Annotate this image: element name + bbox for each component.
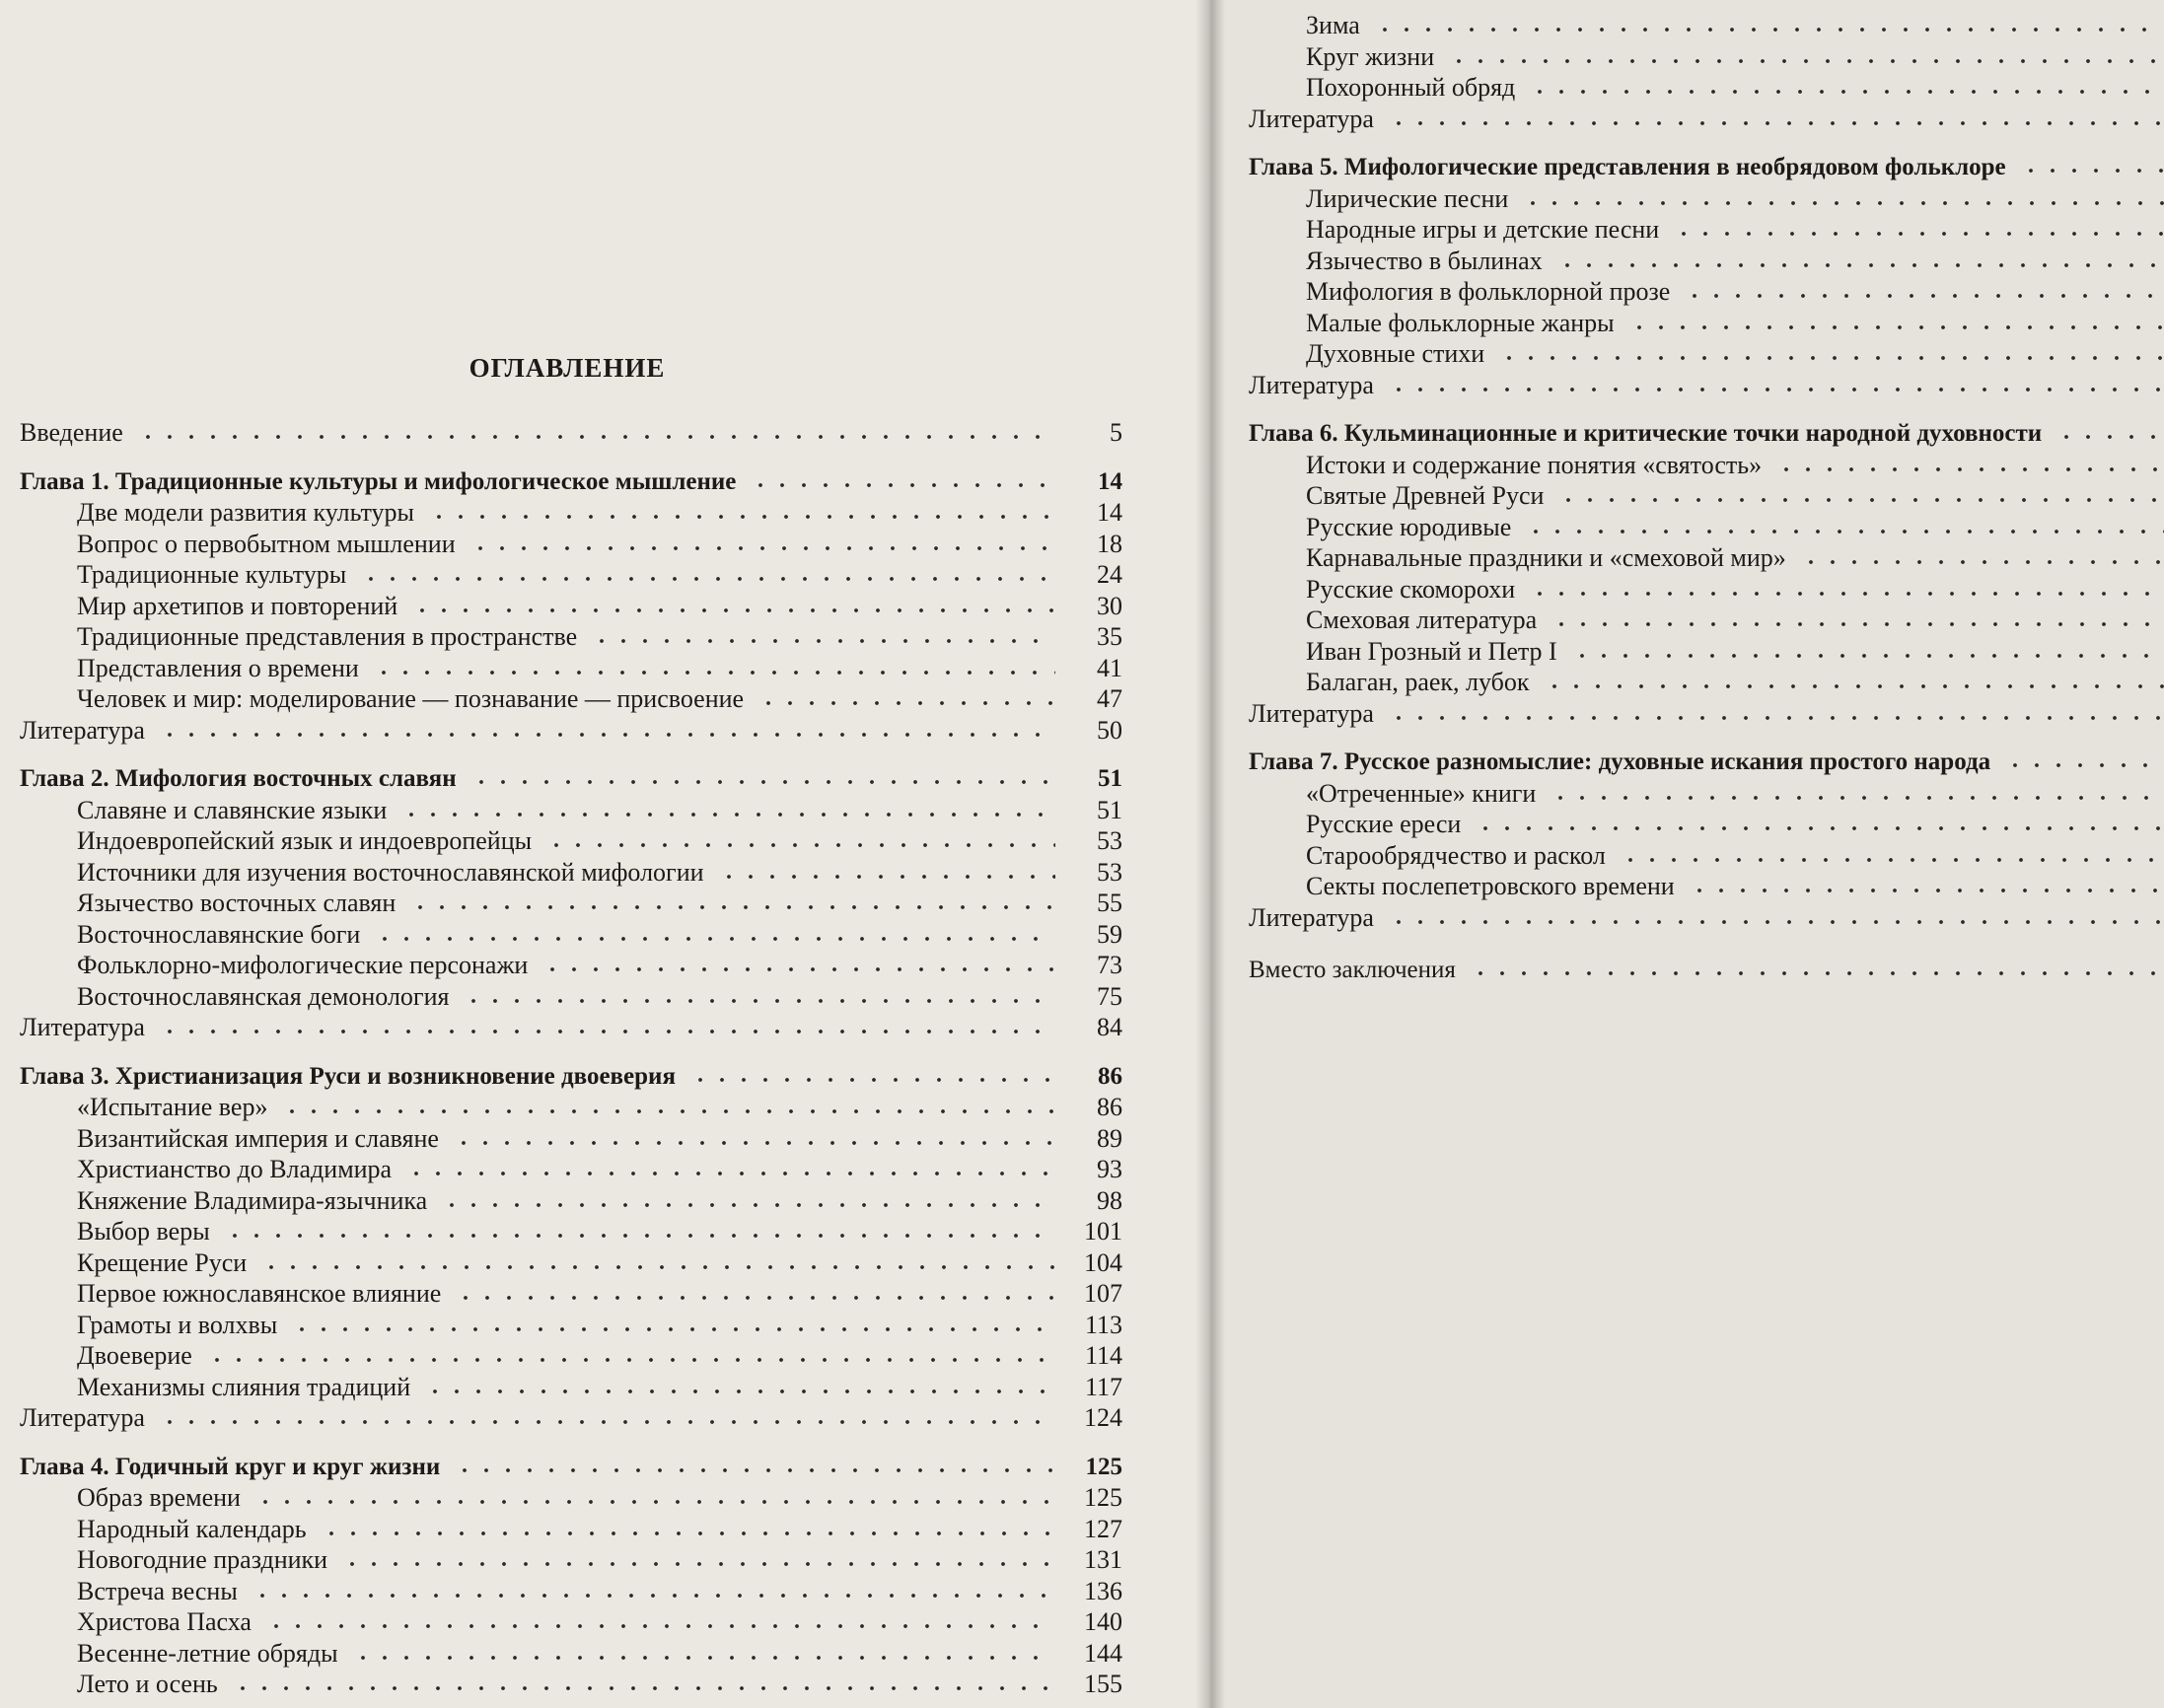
dot-leader [545, 841, 1055, 849]
toc-entry-title: Грамоты и волхвы [77, 1310, 278, 1339]
toc-entry-title: Русские юродивые [1306, 512, 1512, 541]
dot-leader [159, 731, 1055, 739]
dot-leader [321, 1530, 1055, 1537]
dot-leader [2004, 761, 2164, 769]
toc-right-list [1249, 10, 2164, 986]
dot-leader [411, 606, 1055, 614]
toc-page-number: 98 [1097, 1185, 1122, 1215]
toc-entry [20, 857, 1122, 889]
dot-leader [1448, 57, 2164, 65]
dot-leader [1470, 969, 2164, 977]
toc-entry-title: Смеховая литература [1306, 605, 1538, 634]
toc-title: ОГЛАВЛЕНИЕ [469, 353, 666, 383]
toc-entry-title: Мир архетипов и повторений [77, 591, 398, 620]
toc-page-number: 86 [1098, 1062, 1122, 1090]
toc-entry [20, 1092, 1122, 1123]
toc-entry [20, 1216, 1122, 1247]
toc-page-number: 84 [1097, 1013, 1122, 1041]
toc-entry-title: Секты послепетровского времени [1306, 872, 1675, 900]
toc-page-number: 124 [1084, 1403, 1122, 1432]
dot-leader [1388, 714, 2164, 722]
toc-entry-title: Вопрос о первобытном мышлении [77, 529, 456, 558]
dot-leader [2020, 167, 2164, 175]
toc-entry-title: Карнавальные праздники и «смеховой мир» [1306, 543, 1786, 572]
dot-leader [453, 1139, 1055, 1147]
toc-entry-title: Глава 4. Годичный круг и круг жизни [20, 1453, 441, 1480]
dot-leader [1388, 918, 2164, 926]
toc-page-number: 53 [1097, 857, 1122, 887]
toc-entry-title: Введение [20, 418, 123, 447]
toc-entry-title: Выбор веры [77, 1217, 210, 1245]
dot-leader [224, 1232, 1055, 1240]
toc-entry-title: Круг жизни [1306, 41, 1435, 71]
toc-entry-title: Вместо заключения [1249, 957, 1456, 983]
toc-entry [20, 888, 1122, 919]
toc-page-number: 47 [1097, 684, 1122, 713]
toc-page-number: 125 [1084, 1483, 1122, 1512]
toc-entry-title: Крещение Руси [77, 1247, 248, 1277]
toc-page-number: 35 [1097, 622, 1122, 651]
toc-page-number: 86 [1097, 1093, 1122, 1121]
dot-leader [441, 1201, 1055, 1209]
toc-entry-title: Язычество восточных славян [77, 889, 397, 917]
dot-leader [291, 1325, 1055, 1333]
toc-entry [20, 1576, 1122, 1607]
dot-leader [341, 1560, 1055, 1568]
toc-page-number: 117 [1084, 1372, 1122, 1401]
toc-entry [20, 653, 1122, 684]
toc-entry-title: Двоеверие [77, 1341, 192, 1370]
dot-leader [1550, 794, 2164, 802]
toc-entry [20, 1606, 1122, 1638]
toc-entry-title: Христова Пасха [77, 1607, 252, 1636]
toc-literature [1249, 370, 2164, 401]
toc-entry-title: Византийская империя и славяне [77, 1123, 439, 1153]
toc-entry [1249, 10, 2164, 41]
toc-entry-title: Литература [1249, 698, 1374, 728]
toc-page-number: 73 [1097, 951, 1122, 979]
dot-leader [254, 1498, 1055, 1506]
toc-chapter [1249, 955, 2164, 986]
dot-leader [424, 1388, 1055, 1395]
toc-entry [20, 1372, 1122, 1403]
toc-entry [1249, 512, 2164, 543]
toc-entry-title: Мифология в фольклорной прозе [1306, 277, 1671, 306]
toc-entry-title: Глава 5. Мифологические представления в необрядовом фольклоре [1249, 154, 2006, 180]
toc-entry-title: Старообрядчество и раскол [1306, 840, 1606, 870]
toc-chapter [20, 466, 1122, 498]
toc-page-number: 41 [1097, 653, 1122, 682]
toc-entry-title: Представления о времени [77, 653, 359, 682]
dot-leader [1620, 856, 2164, 864]
toc-entry [20, 981, 1122, 1013]
dot-leader [281, 1107, 1055, 1115]
toc-entry [1249, 72, 2164, 104]
toc-entry-title: Христианство до Владимира [77, 1155, 393, 1183]
dot-leader [260, 1263, 1055, 1271]
dot-leader [409, 903, 1055, 911]
toc-entry-title: Весенне-летние обряды [77, 1638, 338, 1668]
toc-entry-title: Княжение Владимира-язычника [77, 1185, 428, 1215]
dot-leader [1388, 119, 2164, 127]
toc-entry-title: Индоевропейский язык и индоевропейцы [77, 826, 533, 855]
dot-leader [757, 699, 1055, 707]
toc-entry [20, 1638, 1122, 1670]
toc-page-number: 93 [1097, 1155, 1122, 1183]
toc-entry-title: Литература [20, 715, 145, 745]
toc-entry [20, 1185, 1122, 1217]
toc-page-number: 14 [1097, 498, 1122, 527]
dot-leader [1571, 652, 2164, 660]
toc-entry-title: Литература [20, 1403, 145, 1432]
toc-entry-title: Образ времени [77, 1483, 241, 1512]
toc-entry [20, 1154, 1122, 1185]
toc-entry-title: Духовные стихи [1306, 339, 1485, 368]
dot-leader [541, 965, 1055, 973]
dot-leader [159, 1028, 1055, 1035]
toc-literature [1249, 902, 2164, 934]
toc-entry-title: Святые Древней Руси [1306, 481, 1545, 510]
toc-entry [1249, 809, 2164, 840]
toc-page-number: 51 [1097, 795, 1122, 824]
dot-leader [1522, 199, 2164, 207]
toc-entry-title: Иван Грозный и Петр I [1306, 636, 1557, 666]
toc-literature [1249, 698, 2164, 730]
toc-page-number: 59 [1097, 919, 1122, 949]
dot-leader [400, 811, 1055, 818]
toc-entry-title: Глава 6. Кульминационные и критические точки народной духовности [1249, 420, 2043, 447]
toc-entry-title: Восточнославянские боги [77, 919, 361, 949]
toc-entry [1249, 574, 2164, 605]
dot-leader [374, 935, 1055, 943]
dot-leader [1529, 590, 2164, 598]
toc-entry-title: Глава 7. Русское разномыслие: духовные искания простого народа [1249, 748, 1991, 775]
dot-leader [1551, 620, 2164, 628]
toc-entry [20, 795, 1122, 826]
toc-entry-title: Лирические песни [1306, 183, 1509, 213]
toc-page-number: 136 [1084, 1576, 1122, 1605]
toc-entry [1249, 542, 2164, 574]
dot-leader [470, 778, 1055, 786]
toc-entry-title: Источники для изучения восточнославянской мифологии [77, 857, 704, 887]
toc-entry [20, 497, 1122, 529]
toc-page-number: 18 [1097, 529, 1122, 558]
toc-page-number: 140 [1084, 1607, 1122, 1636]
toc-entry-title: Литература [1249, 902, 1374, 932]
toc-literature [20, 715, 1122, 747]
toc-entry-title: Глава 2. Мифология восточных славян [20, 765, 457, 792]
toc-page-number: 114 [1084, 1341, 1122, 1370]
toc-entry-title: Язычество в былинах [1306, 246, 1543, 275]
toc-entry [1249, 636, 2164, 668]
toc-entry-title: Две модели развития культуры [77, 498, 414, 527]
toc-page-number: 101 [1084, 1217, 1122, 1245]
toc-page-number: 113 [1084, 1310, 1122, 1339]
toc-entry-title: Человек и мир: моделирование — познавание — присвоение [77, 684, 745, 713]
toc-entry [20, 417, 1122, 449]
dot-leader [206, 1356, 1055, 1364]
toc-entry-title: Народные игры и детские песни [1306, 215, 1660, 244]
dot-leader [1673, 230, 2164, 238]
toc-entry-title: Литература [20, 1013, 145, 1041]
dot-leader [469, 544, 1055, 552]
toc-entry [20, 950, 1122, 981]
toc-page-number: 144 [1084, 1638, 1122, 1668]
toc-entry-title: «Отреченные» книги [1306, 778, 1537, 808]
toc-entry [1249, 246, 2164, 277]
toc-entry-title: Малые фольклорные жанры [1306, 308, 1615, 337]
toc-entry [20, 1544, 1122, 1576]
toc-entry-title: Глава 1. Традиционные культуры и мифологическое мышление [20, 467, 737, 495]
dot-leader [1498, 354, 2164, 362]
toc-page-number: 24 [1097, 560, 1122, 589]
toc-entry [1249, 338, 2164, 370]
toc-chapter [20, 1452, 1122, 1483]
toc-page-number: 51 [1098, 765, 1122, 792]
toc-entry [1249, 41, 2164, 73]
right-page [1209, 0, 2164, 1708]
toc-page-number: 5 [1110, 418, 1122, 447]
toc-entry-title: Зима [1306, 11, 1360, 39]
toc-chapter [20, 1061, 1122, 1093]
toc-entry-title: «Испытание вер» [77, 1093, 268, 1121]
toc-entry-title: Традиционные представления в пространстве [77, 622, 578, 651]
toc-entry [20, 919, 1122, 951]
dot-leader [352, 1654, 1055, 1662]
dot-leader [718, 873, 1055, 881]
dot-leader [1388, 386, 2164, 393]
toc-entry [1249, 840, 2164, 872]
dot-leader [373, 669, 1055, 676]
toc-page-number: 104 [1084, 1247, 1122, 1277]
dot-leader [159, 1418, 1055, 1426]
toc-literature [20, 1012, 1122, 1043]
toc-entry [20, 1247, 1122, 1279]
dot-leader [137, 433, 1055, 441]
dot-leader [360, 575, 1055, 583]
toc-entry-title: Русские ереси [1306, 810, 1462, 838]
toc-entry [1249, 308, 2164, 339]
dot-leader [1800, 558, 2164, 566]
toc-entry [20, 559, 1122, 591]
dot-leader [428, 513, 1055, 521]
toc-entry-title: Балаган, раек, лубок [1306, 668, 1530, 696]
toc-entry-title: Механизмы слияния традиций [77, 1372, 411, 1401]
toc-entry [20, 1123, 1122, 1155]
dot-leader [232, 1684, 1055, 1692]
dot-leader [2056, 433, 2164, 441]
toc-entry [20, 1669, 1122, 1700]
toc-entry [20, 621, 1122, 653]
toc-page-number: 55 [1097, 889, 1122, 917]
toc-entry [1249, 450, 2164, 481]
toc-entry-title: Лето и осень [77, 1670, 218, 1698]
dot-leader [1689, 887, 2164, 894]
toc-entry-title: Народный календарь [77, 1514, 307, 1543]
toc-entry-title: Встреча весны [77, 1576, 238, 1605]
dot-leader [1529, 88, 2164, 96]
toc-page-number: 53 [1097, 826, 1122, 855]
toc-entry [1249, 480, 2164, 512]
toc-page-number: 14 [1098, 467, 1122, 495]
dot-leader [750, 481, 1055, 489]
toc-entry-title: Фольклорно-мифологические персонажи [77, 951, 529, 979]
toc-entry [20, 1514, 1122, 1545]
toc-entry [1249, 667, 2164, 698]
toc-entry [20, 529, 1122, 560]
dot-leader [454, 1466, 1055, 1474]
toc-entry [20, 1278, 1122, 1310]
dot-leader [1628, 323, 2164, 331]
toc-entry-title: Новогодние праздники [77, 1545, 328, 1574]
toc-chapter [1249, 747, 2164, 778]
toc-entry-title: Литература [1249, 104, 1374, 133]
book-gutter [1195, 0, 1225, 1708]
toc-entry-title: Истоки и содержание понятия «святость» [1306, 450, 1763, 479]
toc-entry-title: Первое южнославянское влияние [77, 1279, 442, 1308]
dot-leader [252, 1592, 1055, 1600]
dot-leader [405, 1170, 1055, 1177]
dot-leader [1775, 465, 2164, 473]
dot-leader [1556, 261, 2164, 269]
dot-leader [1684, 292, 2164, 300]
toc-entry [20, 1310, 1122, 1341]
toc-left-list [20, 417, 1122, 1700]
toc-entry-title: Похоронный обряд [1306, 73, 1516, 102]
toc-literature [1249, 104, 2164, 135]
toc-entry [1249, 276, 2164, 308]
toc-literature [20, 1402, 1122, 1434]
toc-entry-title: Славяне и славянские языки [77, 795, 388, 824]
toc-page-number: 50 [1097, 715, 1122, 745]
toc-entry [1249, 605, 2164, 636]
toc-entry [20, 683, 1122, 715]
dot-leader [1525, 528, 2164, 535]
toc-page-number: 89 [1097, 1123, 1122, 1153]
toc-entry-title: Восточнославянская демонология [77, 981, 450, 1011]
toc-entry-title: Традиционные культуры [77, 560, 347, 589]
dot-leader [265, 1622, 1055, 1630]
toc-chapter [1249, 418, 2164, 450]
toc-entry [1249, 778, 2164, 810]
toc-entry-title: Литература [1249, 370, 1374, 399]
toc-page-number: 125 [1085, 1453, 1122, 1480]
toc-page-number: 127 [1084, 1514, 1122, 1543]
toc-page-number: 30 [1097, 591, 1122, 620]
toc-entry [1249, 871, 2164, 902]
toc-page-number: 107 [1084, 1279, 1122, 1308]
dot-leader [591, 637, 1055, 645]
dot-leader [1544, 682, 2164, 690]
toc-page-number: 75 [1097, 981, 1122, 1011]
toc-chapter [20, 763, 1122, 795]
toc-page-number: 131 [1084, 1545, 1122, 1574]
toc-entry [20, 591, 1122, 622]
toc-page-number: 155 [1084, 1670, 1122, 1698]
toc-entry [20, 825, 1122, 857]
toc-entry [20, 1482, 1122, 1514]
toc-entry [1249, 183, 2164, 215]
toc-entry-title: Глава 3. Христианизация Руси и возникновение двоеверия [20, 1062, 676, 1090]
dot-leader [1557, 496, 2164, 504]
dot-leader [455, 1294, 1055, 1302]
dot-leader [689, 1076, 1055, 1084]
dot-leader [463, 997, 1055, 1005]
toc-entry-title: Русские скоморохи [1306, 574, 1516, 604]
dot-leader [1475, 824, 2164, 832]
toc-entry [1249, 214, 2164, 246]
toc-entry [20, 1340, 1122, 1372]
dot-leader [1374, 26, 2164, 34]
toc-chapter [1249, 152, 2164, 183]
